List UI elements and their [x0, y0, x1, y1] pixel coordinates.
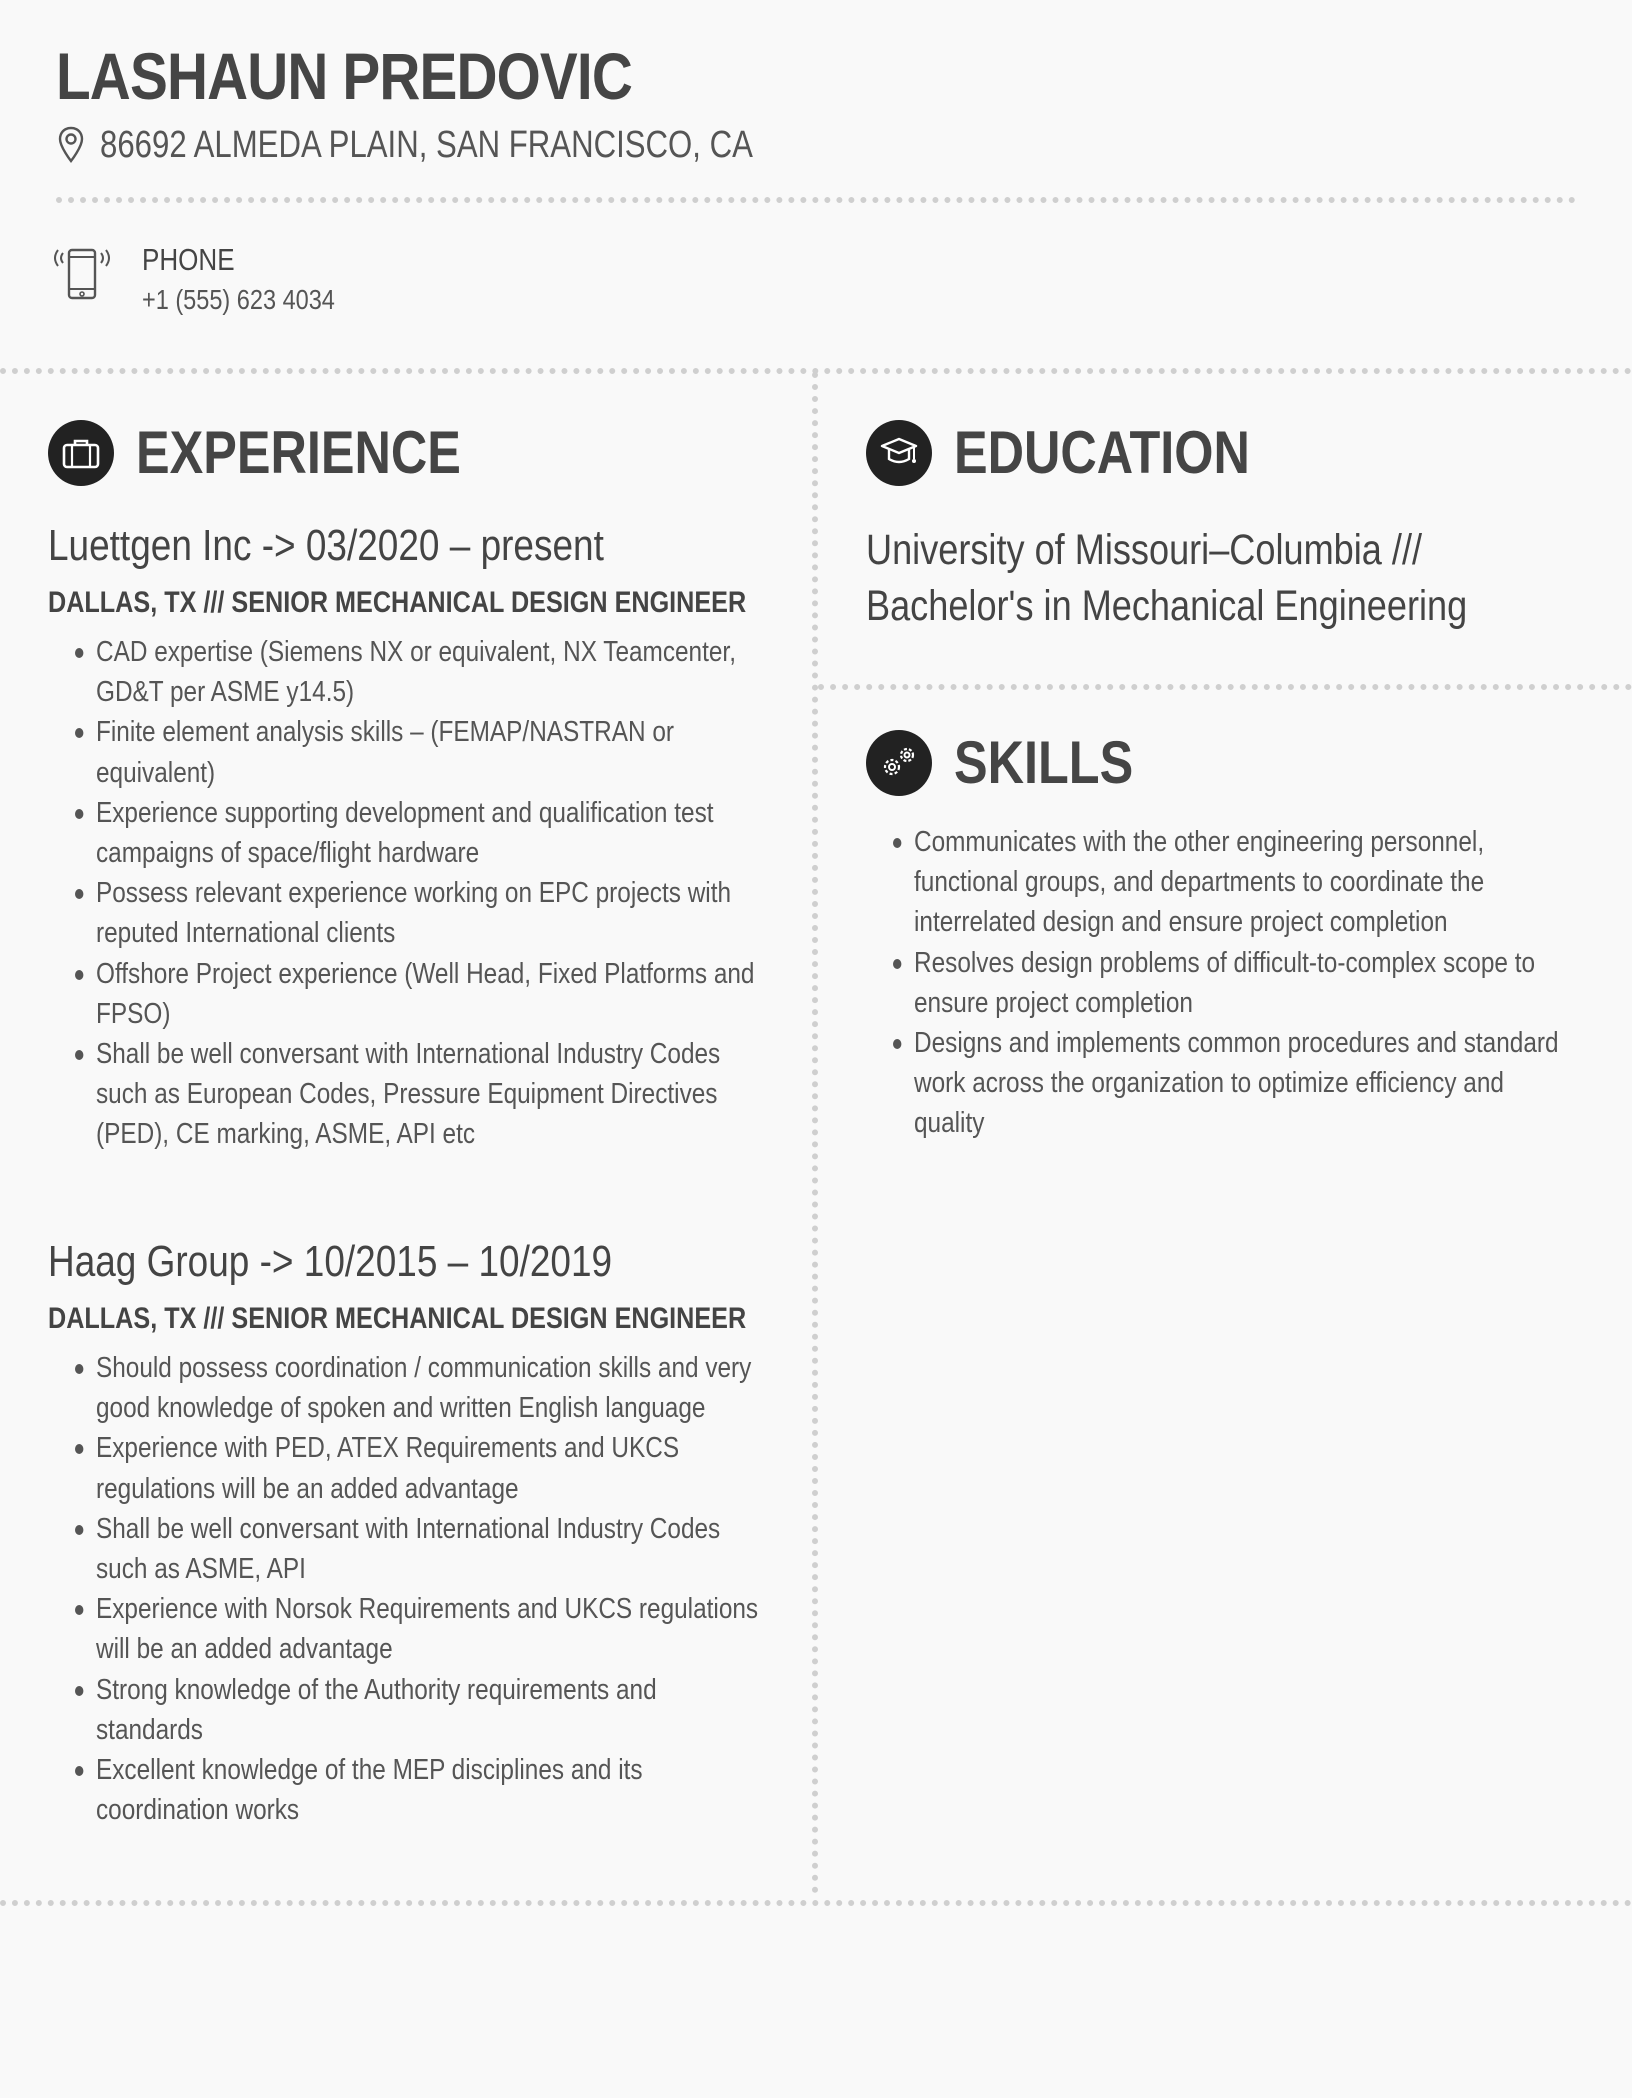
education-degree: Bachelor's in Mechanical Engineering	[866, 582, 1468, 630]
job-bullet: Excellent knowledge of the MEP disciplines and its coordination works	[96, 1750, 768, 1830]
address-row	[56, 120, 1576, 170]
footer-divider	[0, 1900, 1632, 1906]
job-bullet: Experience supporting development and qualification test campaigns of space/flight hardware	[96, 793, 768, 873]
job-bullet: Possess relevant experience working on EPC projects with reputed International clients	[96, 873, 768, 953]
address-text: 86692 ALMEDA PLAIN, SAN FRANCISCO, CA	[100, 124, 753, 166]
skill-item: Communicates with the other engineering personnel, functional groups, and departments to coordinate the interrelated design and ensure project completion	[914, 822, 1569, 943]
map-pin-icon	[56, 125, 86, 165]
phone-icon	[54, 244, 110, 304]
column-divider	[812, 372, 818, 1894]
job-bullets	[48, 632, 768, 1155]
phone-label: PHONE	[142, 242, 235, 277]
experience-title: EXPERIENCE	[136, 419, 461, 486]
candidate-name: LASHAUN PREDOVIC	[56, 39, 632, 113]
job-bullet: Experience with Norsok Requirements and UKCS regulations will be an added advantage	[96, 1589, 768, 1669]
job-bullet: Finite element analysis skills – (FEMAP/NASTRAN or equivalent)	[96, 712, 768, 792]
phone-number[interactable]: +1 (555) 623 4034	[142, 284, 335, 315]
skills-title: SKILLS	[954, 729, 1134, 796]
education-school: University of Missouri–Columbia ///	[866, 526, 1423, 574]
gears-icon	[877, 743, 921, 783]
skill-item: Designs and implements common procedures and standard work across the organization to optimize efficiency and quality	[914, 1023, 1569, 1144]
education-icon-circle	[866, 420, 932, 486]
briefcase-icon	[61, 436, 101, 470]
graduation-cap-icon	[879, 435, 919, 471]
resume-header	[56, 34, 1576, 170]
job-bullet: Experience with PED, ATEX Requirements and UKCS regulations will be an added advantage	[96, 1428, 768, 1508]
phone-details	[142, 240, 372, 320]
job-entry	[48, 518, 768, 1155]
phone-contact	[54, 240, 372, 320]
job-title: Luettgen Inc -> 03/2020 – present	[48, 521, 604, 570]
education-heading	[866, 418, 1306, 488]
skill-item: Resolves design problems of difficult-to-complex scope to ensure project completion	[914, 943, 1569, 1023]
header-divider	[56, 197, 1576, 203]
job-title: Haag Group -> 10/2015 – 10/2019	[48, 1237, 613, 1286]
skills-heading	[866, 728, 1167, 798]
skills-list	[866, 822, 1632, 1144]
experience-icon-circle	[48, 420, 114, 486]
job-bullet: CAD expertise (Siemens NX or equivalent, NX Teamcenter, GD&T per ASME y14.5)	[96, 632, 768, 712]
job-bullet: Offshore Project experience (Well Head, Fixed Platforms and FPSO)	[96, 954, 768, 1034]
job-bullet: Shall be well conversant with International Industry Codes such as ASME, API	[96, 1509, 768, 1589]
job-bullets	[48, 1348, 768, 1830]
job-bullet: Should possess coordination / communication skills and very good knowledge of spoken and written English language	[96, 1348, 768, 1428]
job-bullet: Shall be well conversant with International Industry Codes such as European Codes, Pressure Equipment Directives (PED), CE marking, ASME, API etc	[96, 1034, 768, 1155]
job-bullet: Strong knowledge of the Authority requirements and standards	[96, 1670, 768, 1750]
job-entry	[48, 1234, 768, 1830]
job-location-role: DALLAS, TX /// SENIOR MECHANICAL DESIGN ENGINEER	[48, 586, 747, 619]
education-entry	[866, 522, 1566, 634]
experience-heading	[48, 418, 523, 488]
job-location-role: DALLAS, TX /// SENIOR MECHANICAL DESIGN ENGINEER	[48, 1302, 747, 1335]
education-divider	[818, 684, 1632, 690]
education-title: EDUCATION	[954, 419, 1250, 486]
skills-icon-circle	[866, 730, 932, 796]
